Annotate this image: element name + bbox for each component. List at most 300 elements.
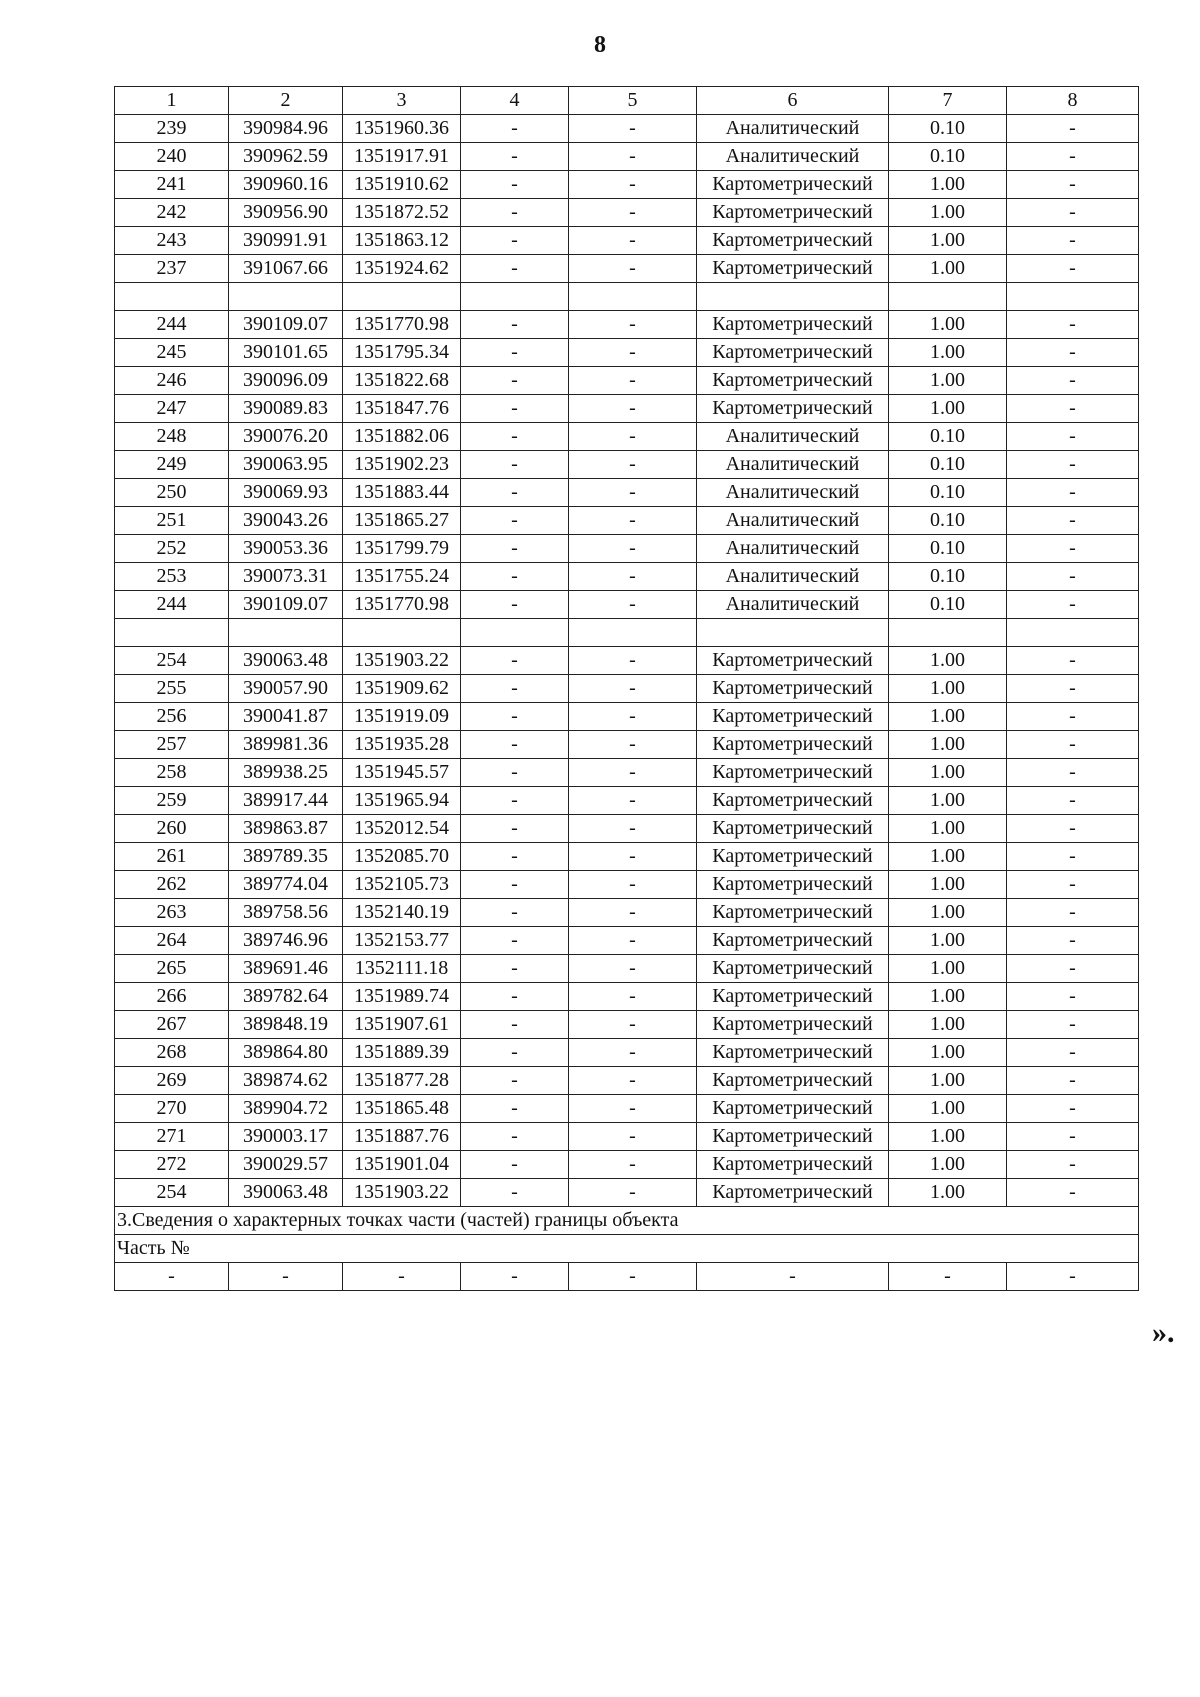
table-cell: 239 [115,115,229,143]
table-cell: - [569,1179,697,1207]
table-cell: - [461,171,569,199]
table-row [115,199,1139,227]
table-cell [1007,619,1139,647]
table-cell: 389746.96 [229,927,343,955]
table-cell: - [569,395,697,423]
table-cell: 1351770.98 [343,311,461,339]
table-cell: 1351863.12 [343,227,461,255]
table-cell: Картометрический [697,871,889,899]
table-cell: 389863.87 [229,815,343,843]
table-cell: 1.00 [889,647,1007,675]
table-cell: - [1007,703,1139,731]
table-cell: 253 [115,563,229,591]
table-cell: Картометрический [697,1039,889,1067]
part-label-row [115,1235,1139,1263]
table-cell: 1351935.28 [343,731,461,759]
table-cell: 1352012.54 [343,815,461,843]
table-cell: 390063.95 [229,451,343,479]
table-cell: 1351872.52 [343,199,461,227]
table-row [115,1123,1139,1151]
table-cell: 0.10 [889,535,1007,563]
table-cell: - [569,507,697,535]
table-cell: - [1007,1039,1139,1067]
table-cell: - [461,703,569,731]
table-cell: - [569,563,697,591]
table-cell: 390057.90 [229,675,343,703]
table-cell: 1.00 [889,395,1007,423]
table-cell: - [461,843,569,871]
table-cell: - [1007,759,1139,787]
table-row [115,535,1139,563]
table-cell: 389938.25 [229,759,343,787]
table-cell: Картометрический [697,255,889,283]
table-cell: - [461,451,569,479]
table-cell: 1351755.24 [343,563,461,591]
table-cell: - [569,703,697,731]
table-cell: - [569,1263,697,1291]
part-label: Часть № [115,1235,1139,1263]
table-cell: 1351889.39 [343,1039,461,1067]
table-cell: Картометрический [697,1095,889,1123]
table-cell: - [1007,647,1139,675]
table-cell: - [1007,899,1139,927]
table-row [115,787,1139,815]
table-cell: 1.00 [889,1179,1007,1207]
table-cell: Картометрический [697,1123,889,1151]
table-cell: Картометрический [697,1011,889,1039]
table-cell: - [1007,675,1139,703]
table-cell: Картометрический [697,199,889,227]
table-cell: 1.00 [889,311,1007,339]
table-cell [697,283,889,311]
table-cell: 270 [115,1095,229,1123]
table-cell: - [1007,1067,1139,1095]
table-cell [1007,283,1139,311]
table-cell: Аналитический [697,423,889,451]
table-cell: 271 [115,1123,229,1151]
table-cell: 0.10 [889,451,1007,479]
table-cell: 390956.90 [229,199,343,227]
table-cell: - [569,227,697,255]
table-cell: 266 [115,983,229,1011]
table-cell: - [569,1151,697,1179]
table-row [115,1039,1139,1067]
table-cell: 240 [115,143,229,171]
table-cell: 0.10 [889,563,1007,591]
table-cell: 0.10 [889,423,1007,451]
table-row [115,115,1139,143]
table-cell: 1.00 [889,199,1007,227]
table-cell: - [1007,731,1139,759]
table-cell: 243 [115,227,229,255]
section-title: 3.Сведения о характерных точках части (частей) границы объекта [115,1207,1139,1235]
table-cell: - [569,171,697,199]
table-cell: Аналитический [697,115,889,143]
table-cell: - [1007,339,1139,367]
table-cell: 390984.96 [229,115,343,143]
table-cell: - [569,1095,697,1123]
table-cell: - [461,871,569,899]
table-cell: 389774.04 [229,871,343,899]
table-cell: - [569,1011,697,1039]
table-cell: - [461,1011,569,1039]
table-cell: 1.00 [889,899,1007,927]
table-row [115,899,1139,927]
table-cell: 260 [115,815,229,843]
table-cell: 390063.48 [229,647,343,675]
table-cell: - [569,899,697,927]
table-cell: 390109.07 [229,311,343,339]
table-cell: - [1007,479,1139,507]
table-cell: 1351919.09 [343,703,461,731]
table-cell: - [1007,311,1139,339]
table-cell: Картометрический [697,171,889,199]
table-cell: 264 [115,927,229,955]
table-cell: Картометрический [697,1151,889,1179]
table-cell: - [1007,199,1139,227]
table-cell: - [461,1095,569,1123]
table-cell: - [461,339,569,367]
table-cell: 251 [115,507,229,535]
table-cell: Аналитический [697,563,889,591]
table-cell: - [569,731,697,759]
table-cell: 244 [115,591,229,619]
table-cell: 1.00 [889,227,1007,255]
table-cell: 1351882.06 [343,423,461,451]
table-cell: 267 [115,1011,229,1039]
table-cell: 1351770.98 [343,591,461,619]
table-row [115,647,1139,675]
table-cell: - [569,843,697,871]
table-row [115,255,1139,283]
section-title-row [115,1207,1139,1235]
table-cell: 390960.16 [229,171,343,199]
table-cell: 245 [115,339,229,367]
table-cell: 269 [115,1067,229,1095]
table-row [115,311,1139,339]
table-cell: 390076.20 [229,423,343,451]
table-cell: 256 [115,703,229,731]
closing-quote: ». [1152,1316,1175,1349]
table-cell: Картометрический [697,367,889,395]
table-cell: - [461,143,569,171]
table-cell: 262 [115,871,229,899]
table-cell: 1351917.91 [343,143,461,171]
table-cell: 1351910.62 [343,171,461,199]
table-cell: 389874.62 [229,1067,343,1095]
table-cell: - [461,423,569,451]
table-cell: - [461,591,569,619]
table-cell: 257 [115,731,229,759]
table-cell: 1352153.77 [343,927,461,955]
table-cell: 390069.93 [229,479,343,507]
table-cell: - [1007,507,1139,535]
table-cell: 1.00 [889,731,1007,759]
table-row [115,731,1139,759]
table-cell: 1351960.36 [343,115,461,143]
table-cell: Картометрический [697,787,889,815]
table-cell: 1.00 [889,339,1007,367]
table-cell: Картометрический [697,843,889,871]
table-cell [343,619,461,647]
table-cell: - [461,1263,569,1291]
table-cell: - [1007,1151,1139,1179]
table-cell: - [697,1263,889,1291]
table-cell: Картометрический [697,1179,889,1207]
table-cell: 390109.07 [229,591,343,619]
table-cell: - [461,199,569,227]
table-cell: - [1007,927,1139,955]
table-cell: 2 [229,87,343,115]
table-cell: - [461,675,569,703]
table-cell: 272 [115,1151,229,1179]
table-row [115,1011,1139,1039]
table-row [115,339,1139,367]
table-cell: 1.00 [889,787,1007,815]
table-cell: 389691.46 [229,955,343,983]
table-cell: Картометрический [697,675,889,703]
table-cell: Картометрический [697,1067,889,1095]
table-cell: Картометрический [697,731,889,759]
table-cell: 258 [115,759,229,787]
table-cell: - [461,899,569,927]
table-cell: 248 [115,423,229,451]
table-cell: 1352105.73 [343,871,461,899]
page-number: 8 [594,32,606,58]
table-row [115,927,1139,955]
table-cell [697,619,889,647]
table-cell: - [569,591,697,619]
table-cell: 250 [115,479,229,507]
table-cell: 265 [115,955,229,983]
table-cell: 389789.35 [229,843,343,871]
table-cell: - [569,451,697,479]
table-row [115,983,1139,1011]
table-cell: 1.00 [889,955,1007,983]
table-cell: - [461,1151,569,1179]
table-cell: - [461,647,569,675]
table-cell: 390073.31 [229,563,343,591]
table-row [115,1179,1139,1207]
table-cell: 3 [343,87,461,115]
table-cell: - [569,955,697,983]
table-cell [229,619,343,647]
table-cell: 254 [115,647,229,675]
table-cell: - [461,759,569,787]
table-cell: - [569,199,697,227]
table-cell: 1351865.48 [343,1095,461,1123]
table-cell: 1351799.79 [343,535,461,563]
table-row [115,283,1139,311]
table-row [115,619,1139,647]
table-row [115,451,1139,479]
table-row [115,955,1139,983]
table-cell: 1351901.04 [343,1151,461,1179]
table-cell: 1351822.68 [343,367,461,395]
table-cell: 268 [115,1039,229,1067]
table-cell: Картометрический [697,647,889,675]
table-cell: 1351865.27 [343,507,461,535]
table-cell: - [889,1263,1007,1291]
table-cell: 1.00 [889,983,1007,1011]
table-cell: Картометрический [697,227,889,255]
table-cell: - [461,1123,569,1151]
table-row [115,1095,1139,1123]
table-cell: 0.10 [889,143,1007,171]
table-row [115,1151,1139,1179]
table-row [115,395,1139,423]
table-cell: - [1007,1263,1139,1291]
table-cell: - [1007,1095,1139,1123]
table-cell: Картометрический [697,703,889,731]
table-cell: 1.00 [889,1039,1007,1067]
table-cell: 247 [115,395,229,423]
table-cell: 237 [115,255,229,283]
table-cell: 389848.19 [229,1011,343,1039]
table-cell: - [569,983,697,1011]
table-cell: - [461,479,569,507]
table-row [115,759,1139,787]
table-cell: Картометрический [697,955,889,983]
table-cell: - [1007,1011,1139,1039]
table-cell: - [1007,451,1139,479]
table-cell: 1351877.28 [343,1067,461,1095]
table-cell [343,283,461,311]
table-cell: Аналитический [697,451,889,479]
table-cell: 0.10 [889,591,1007,619]
table-cell: 390101.65 [229,339,343,367]
table-cell: 1.00 [889,1095,1007,1123]
table-cell: 7 [889,87,1007,115]
table-cell: 391067.66 [229,255,343,283]
table-cell: 259 [115,787,229,815]
table-cell: 241 [115,171,229,199]
table-cell: - [343,1263,461,1291]
table-cell: 1.00 [889,675,1007,703]
table-cell: 389758.56 [229,899,343,927]
table-cell: Аналитический [697,507,889,535]
table-cell: - [461,227,569,255]
table-cell: 1351847.76 [343,395,461,423]
table-header-row [115,87,1139,115]
table-cell: Аналитический [697,535,889,563]
table-cell: - [1007,591,1139,619]
table-cell: 1.00 [889,927,1007,955]
table-cell: 1351903.22 [343,647,461,675]
table-cell: 390063.48 [229,1179,343,1207]
table-cell [115,619,229,647]
table-cell: 389904.72 [229,1095,343,1123]
table-cell: - [569,311,697,339]
table-cell: 389782.64 [229,983,343,1011]
table-cell: 0.10 [889,115,1007,143]
table-cell: 8 [1007,87,1139,115]
table-cell: 254 [115,1179,229,1207]
table-cell: - [1007,983,1139,1011]
table-cell: 0.10 [889,507,1007,535]
table-cell: - [461,507,569,535]
table-cell: 255 [115,675,229,703]
table-cell: - [569,255,697,283]
table-cell: 244 [115,311,229,339]
table-cell: 246 [115,367,229,395]
table-row [115,563,1139,591]
table-cell: - [569,759,697,787]
table-row [115,507,1139,535]
table-cell: - [1007,843,1139,871]
table-cell: - [569,675,697,703]
table-cell: 390962.59 [229,143,343,171]
table-cell [889,619,1007,647]
table-cell: 1.00 [889,1011,1007,1039]
table-cell: Картометрический [697,759,889,787]
table-cell: 6 [697,87,889,115]
table-cell [115,283,229,311]
table-row [115,591,1139,619]
table-cell: - [1007,367,1139,395]
table-cell [569,283,697,311]
table-row [115,843,1139,871]
table-cell: 390003.17 [229,1123,343,1151]
table-row [115,423,1139,451]
table-cell: - [1007,1179,1139,1207]
table-cell: 1351883.44 [343,479,461,507]
table-cell: - [1007,1123,1139,1151]
table-cell [461,283,569,311]
table-cell: - [569,535,697,563]
table-cell: 252 [115,535,229,563]
table-cell: - [1007,955,1139,983]
table-cell: Аналитический [697,591,889,619]
table-cell: 1.00 [889,1067,1007,1095]
table-cell: 1351907.61 [343,1011,461,1039]
table-cell: 0.10 [889,479,1007,507]
table-cell: - [461,395,569,423]
table-cell: 390029.57 [229,1151,343,1179]
table-cell: - [1007,563,1139,591]
table-cell: Аналитический [697,479,889,507]
table-cell: - [1007,171,1139,199]
table-row [115,171,1139,199]
table-cell: - [569,479,697,507]
table-cell: - [569,367,697,395]
table-cell: - [569,871,697,899]
table-cell: 1.00 [889,871,1007,899]
table-cell: - [115,1263,229,1291]
table-cell: 1351902.23 [343,451,461,479]
table-cell: - [461,787,569,815]
table-cell: 390053.36 [229,535,343,563]
table-cell: 249 [115,451,229,479]
table-cell: 1351795.34 [343,339,461,367]
table-cell: 1352140.19 [343,899,461,927]
table-cell: 1351989.74 [343,983,461,1011]
table-cell: 1 [115,87,229,115]
table-cell: 1351965.94 [343,787,461,815]
table-cell: - [1007,115,1139,143]
table-cell: - [569,647,697,675]
table-cell: 1.00 [889,843,1007,871]
table-cell: 1351924.62 [343,255,461,283]
table-row [115,1263,1139,1291]
table-cell: - [1007,423,1139,451]
table-cell: 1.00 [889,255,1007,283]
table-cell: - [1007,227,1139,255]
table-cell: - [1007,255,1139,283]
table-row [115,871,1139,899]
table-cell: 5 [569,87,697,115]
table-cell: Картометрический [697,983,889,1011]
